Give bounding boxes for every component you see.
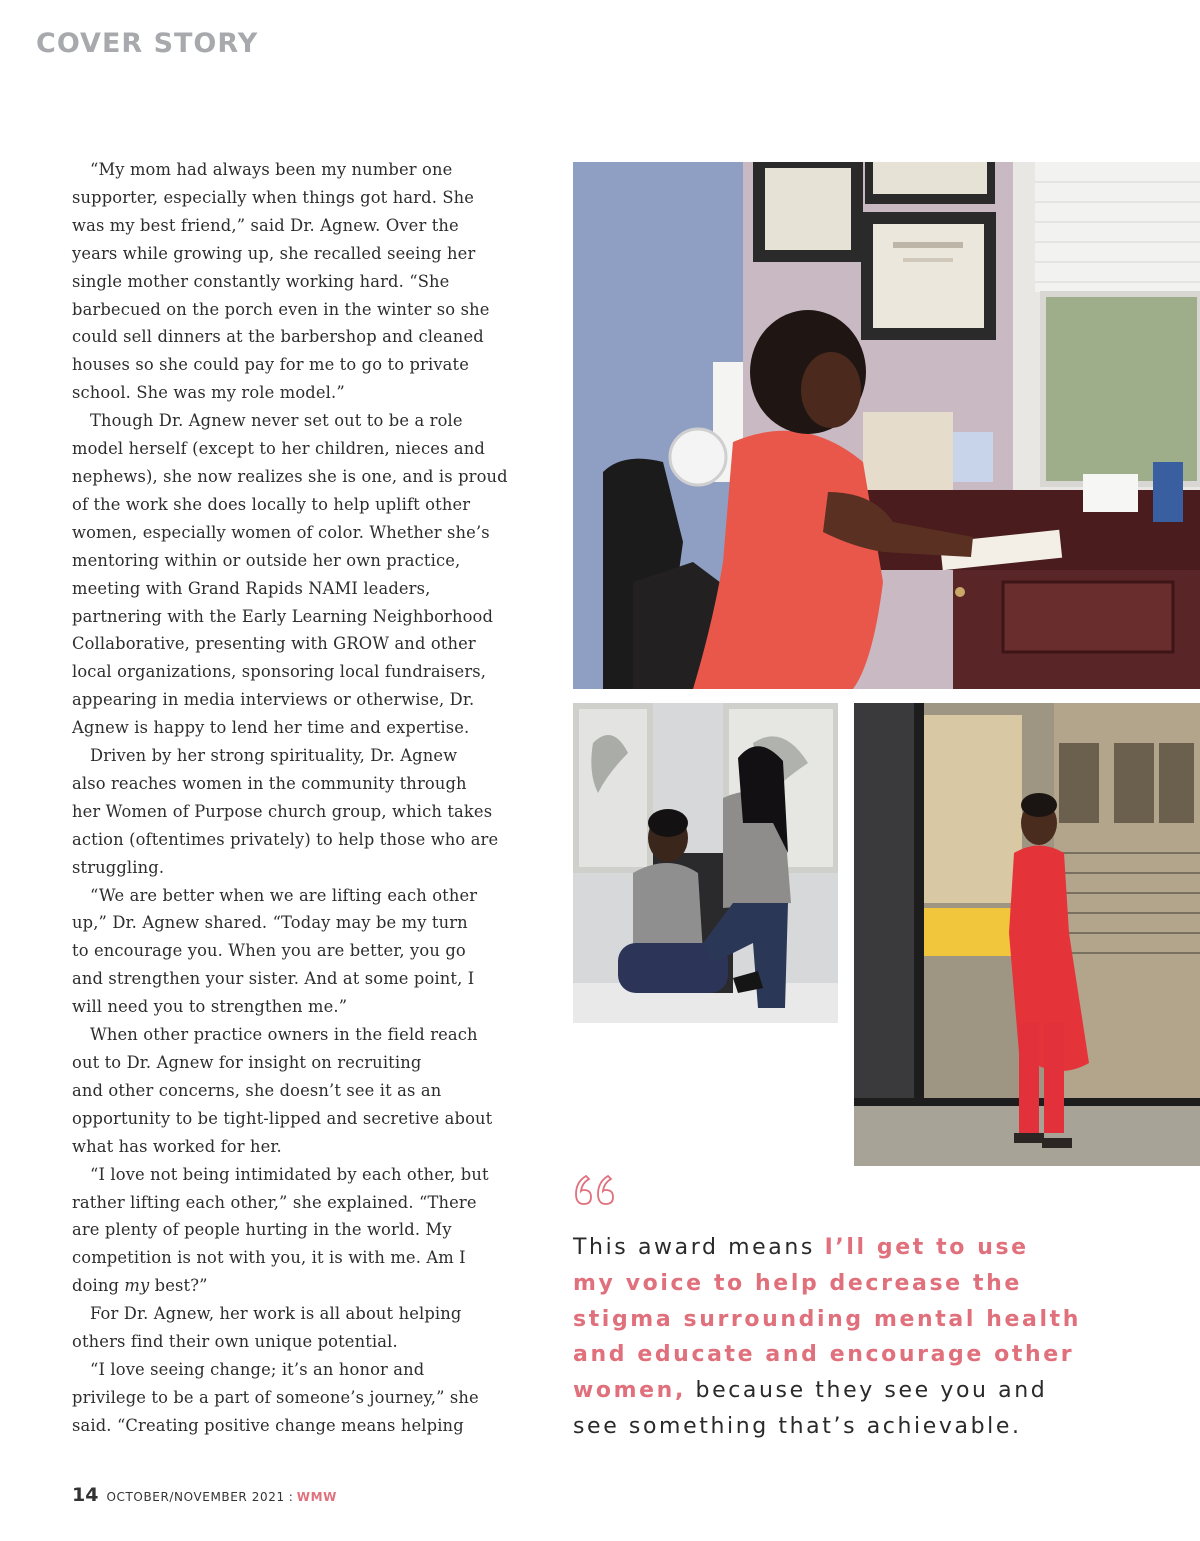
article-line: partnering with the Early Learning Neighborhood: [72, 606, 494, 626]
section-label: COVER STORY: [36, 28, 259, 59]
article-line: model herself (except to her children, nieces and: [72, 439, 485, 459]
article-line: “I love seeing change; it’s an honor and: [90, 1359, 425, 1379]
article-line: up,” Dr. Agnew shared. “Today may be my turn: [72, 913, 468, 933]
article-line: Agnew is happy to lend her time and expertise.: [72, 718, 470, 738]
article-line: doing my best?”: [72, 1276, 208, 1296]
article-line: For Dr. Agnew, her work is all about helping: [90, 1304, 462, 1324]
article-line: school. She was my role model.”: [72, 383, 345, 403]
article-line: local organizations, sponsoring local fundraisers,: [72, 662, 487, 682]
photo-two-women: [573, 703, 838, 1023]
article-line: also reaches women in the community through: [72, 773, 467, 793]
pull-quote-highlight: stigma surrounding mental health: [573, 1306, 1081, 1332]
article-line: what has worked for her.: [72, 1136, 282, 1156]
article-line: rather lifting each other,” she explained. “There: [72, 1192, 477, 1212]
article-line: was my best friend,” said Dr. Agnew. Over the: [72, 215, 459, 235]
article-line: out to Dr. Agnew for insight on recruiting: [72, 1053, 422, 1072]
photo-office: [573, 162, 1200, 689]
article-line: “My mom had always been my number one: [90, 160, 453, 179]
article-body: [72, 156, 508, 1440]
article-line: action (oftentimes privately) to help those who are: [72, 829, 499, 849]
article-line: years while growing up, she recalled seeing her: [72, 243, 476, 263]
article-line: appearing in media interviews or otherwise, Dr.: [72, 690, 475, 710]
article-line: could sell dinners at the barbershop and cleaned: [72, 327, 484, 347]
page-footer: [72, 1484, 337, 1506]
article-line: privilege to be a part of someone’s journey,” she: [72, 1387, 479, 1407]
pull-quote-text: see something that’s achievable.: [573, 1413, 1022, 1439]
article-line: houses so she could pay for me to go to private: [72, 355, 470, 375]
pull-quote-highlight: I’ll get to use: [824, 1235, 1029, 1260]
article-line: said. “Creating positive change means helping: [72, 1415, 464, 1435]
article-line: meeting with Grand Rapids NAMI leaders,: [72, 578, 431, 598]
article-line: and other concerns, she doesn’t see it as an: [72, 1080, 442, 1100]
pull-quote-text: This award means: [573, 1235, 825, 1260]
magazine-name: WMW: [296, 1490, 337, 1504]
article-line: of the work she does locally to help uplift other: [72, 494, 471, 514]
article-line: Though Dr. Agnew never set out to be a role: [90, 411, 463, 431]
pull-quote-highlight: women,: [573, 1378, 686, 1404]
article-line: When other practice owners in the field reach: [90, 1025, 478, 1045]
pull-quote: [573, 1230, 1193, 1445]
article-line: struggling.: [72, 857, 165, 877]
article-line: opportunity to be tight-lipped and secretive about: [72, 1108, 493, 1128]
article-line: others find their own unique potential.: [72, 1332, 398, 1352]
pull-quote-highlight: and educate and encourage other: [573, 1342, 1075, 1368]
article-line: nephews), she now realizes she is one, and is proud: [72, 466, 508, 486]
page-number: 14: [72, 1484, 99, 1506]
photo-storefront: [854, 703, 1200, 1166]
issue-date: OCTOBER/NOVEMBER 2021: [106, 1490, 285, 1504]
quote-mark-icon: [572, 1172, 616, 1208]
article-line: supporter, especially when things got hard. She: [72, 187, 475, 207]
pull-quote-text: because they see you and: [685, 1378, 1048, 1404]
article-line: and strengthen your sister. And at some point, I: [72, 969, 475, 989]
pull-quote-highlight: my voice to help decrease the: [573, 1270, 1022, 1296]
article-line: Collaborative, presenting with GROW and other: [72, 634, 476, 654]
article-line: “I love not being intimidated by each other, but: [90, 1164, 489, 1184]
article-line: are plenty of people hurting in the world. My: [72, 1220, 452, 1240]
article-line: Driven by her strong spirituality, Dr. Agnew: [90, 746, 458, 766]
article-line: barbecued on the porch even in the winter so she: [72, 299, 490, 319]
article-line: will need you to strengthen me.”: [72, 997, 348, 1017]
article-line: single mother constantly working hard. “She: [72, 271, 450, 291]
footer-separator: :: [288, 1490, 293, 1504]
article-line: to encourage you. When you are better, you go: [72, 941, 466, 961]
article-line: women, especially women of color. Whether she’s: [72, 522, 490, 542]
article-line: mentoring within or outside her own practice,: [72, 550, 461, 570]
article-line: “We are better when we are lifting each other: [90, 885, 478, 905]
article-line: her Women of Purpose church group, which takes: [72, 801, 493, 821]
article-line: competition is not with you, it is with me. Am I: [72, 1248, 466, 1268]
